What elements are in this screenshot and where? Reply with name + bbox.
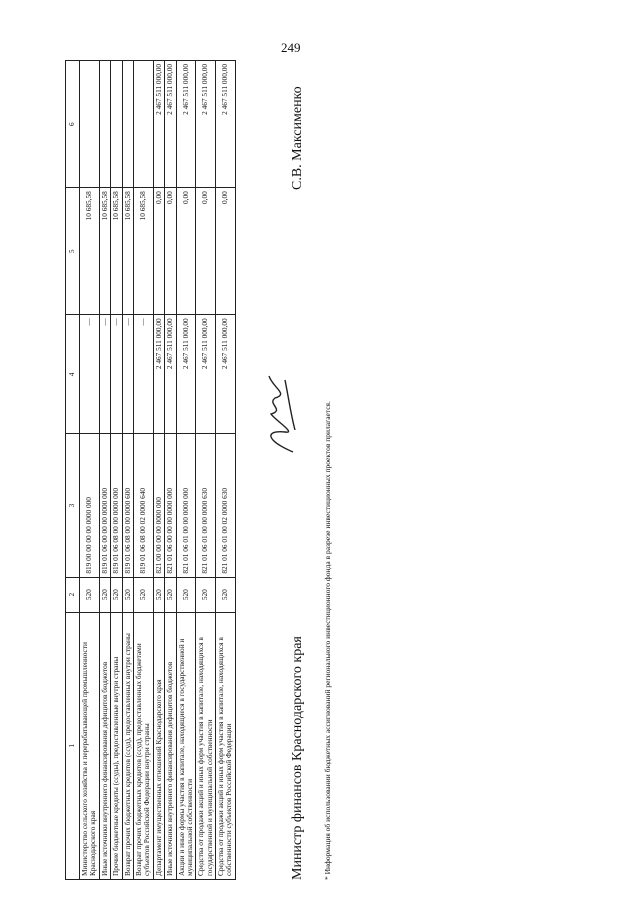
row-name-cell: Иные источники внутреннего финансирования дефицитов бюджетов	[165, 612, 176, 879]
row-value-cell: 0,00	[165, 188, 176, 315]
table-row	[99, 61, 110, 880]
row-value-cell: 2 467 511 000,00	[153, 61, 164, 188]
row-value-cell: 2 467 511 000,00	[176, 61, 196, 188]
row-kbk-cell: 821 01 06 01 00 00 0000 000	[176, 434, 196, 577]
row-name-cell: Департамент имущественных отношений Краснодарского края	[153, 612, 164, 879]
row-value-cell: 10 685,58	[111, 188, 122, 315]
row-value-cell	[80, 61, 100, 188]
row-value-cell: —	[133, 315, 153, 434]
row-value-cell: 2 467 511 000,00	[165, 61, 176, 188]
row-value-cell	[122, 61, 133, 188]
row-value-cell	[111, 61, 122, 188]
row-name-cell: Средства от продажи акций и иных форм участия в капитале, находящихся в государственной и муниципальной собственности	[196, 612, 216, 879]
row-code-cell: 520	[196, 577, 216, 612]
header-cell: 5	[66, 188, 80, 315]
row-value-cell: —	[122, 315, 133, 434]
signatory-title: Министр финансов Краснодарского края	[290, 636, 305, 880]
handwritten-signature	[255, 370, 303, 460]
row-kbk-cell: 821 01 06 00 00 00 0000 000	[165, 434, 176, 577]
row-value-cell: —	[111, 315, 122, 434]
row-value-cell: 2 467 511 000,00	[216, 315, 236, 434]
row-code-cell: 520	[176, 577, 196, 612]
row-kbk-cell: 819 01 06 08 00 00 0000 000	[111, 434, 122, 577]
row-value-cell: 2 467 511 000,00	[176, 315, 196, 434]
table-row	[122, 61, 133, 880]
row-kbk-cell: 821 00 00 00 00 0000 000	[153, 434, 164, 577]
row-value-cell: 10 685,58	[99, 188, 110, 315]
row-name-cell: Возврат прочих бюджетных кредитов (ссуд), предоставленных бюджетами субъектов Российской Федерации внутри страны	[133, 612, 153, 879]
row-value-cell: 2 467 511 000,00	[216, 61, 236, 188]
row-value-cell: 2 467 511 000,00	[153, 315, 164, 434]
table-row	[196, 61, 216, 880]
row-code-cell: 520	[165, 577, 176, 612]
row-name-cell: Акции и иные формы участия в капитале, находящиеся в государственной и муниципальной собственности	[176, 612, 196, 879]
row-value-cell: 2 467 511 000,00	[196, 315, 216, 434]
table-row	[176, 61, 196, 880]
row-code-cell: 520	[133, 577, 153, 612]
row-name-cell: Министерство сельского хозяйства и перерабатывающей промышленности Краснодарского края	[80, 612, 100, 879]
table-row	[153, 61, 164, 880]
row-kbk-cell: 821 01 06 01 00 00 0000 630	[196, 434, 216, 577]
row-name-cell: Прочие бюджетные кредиты (ссуды), предоставленные внутри страны	[111, 612, 122, 879]
page-number: 249	[281, 40, 301, 55]
rotated-content	[65, 60, 332, 880]
header-cell: 4	[66, 315, 80, 434]
table-row	[133, 61, 153, 880]
row-value-cell: 0,00	[176, 188, 196, 315]
row-value-cell	[99, 61, 110, 188]
row-value-cell: 0,00	[216, 188, 236, 315]
row-code-cell: 520	[80, 577, 100, 612]
footnote: * Информация об использовании бюджетных ассигнований регионального инвестиционного фонда в разрезе инвестиционных проектов прилагается.	[323, 401, 332, 880]
row-code-cell: 520	[99, 577, 110, 612]
row-value-cell	[133, 61, 153, 188]
header-cell: 6	[66, 61, 80, 188]
header-cell: 1	[66, 612, 80, 879]
table-row	[165, 61, 176, 880]
row-value-cell: 0,00	[153, 188, 164, 315]
row-kbk-cell: 819 01 06 08 00 00 0000 600	[122, 434, 133, 577]
row-name-cell: Возврат прочих бюджетных кредитов (ссуд), предоставленных внутри страны	[122, 612, 133, 879]
row-value-cell: —	[99, 315, 110, 434]
signatory-name: С.В. Максименко	[290, 86, 305, 190]
row-value-cell: —	[80, 315, 100, 434]
row-value-cell: 2 467 511 000,00	[196, 61, 216, 188]
row-code-cell: 520	[216, 577, 236, 612]
row-kbk-cell: 821 01 06 01 00 02 0000 630	[216, 434, 236, 577]
row-name-cell: Средства от продажи акций и иных форм участия в капитале, находящихся в собственности субъектов Российской Федерации	[216, 612, 236, 879]
row-name-cell: Иные источники внутреннего финансирования дефицитов бюджетов	[99, 612, 110, 879]
table-row	[216, 61, 236, 880]
budget-table	[65, 60, 236, 880]
row-value-cell: 0,00	[196, 188, 216, 315]
row-kbk-cell: 819 00 00 00 00 0000 000	[80, 434, 100, 577]
table-header-row	[66, 61, 80, 880]
row-value-cell: 2 467 511 000,00	[165, 315, 176, 434]
row-value-cell: 10 685,58	[80, 188, 100, 315]
row-value-cell: 10 685,58	[133, 188, 153, 315]
row-value-cell: 10 685,58	[122, 188, 133, 315]
header-cell: 3	[66, 434, 80, 577]
row-kbk-cell: 819 01 06 08 00 02 0000 640	[133, 434, 153, 577]
row-code-cell: 520	[111, 577, 122, 612]
row-kbk-cell: 819 01 06 00 00 00 0000 000	[99, 434, 110, 577]
row-code-cell: 520	[153, 577, 164, 612]
header-cell: 2	[66, 577, 80, 612]
row-code-cell: 520	[122, 577, 133, 612]
table-row	[111, 61, 122, 880]
table-row	[80, 61, 100, 880]
